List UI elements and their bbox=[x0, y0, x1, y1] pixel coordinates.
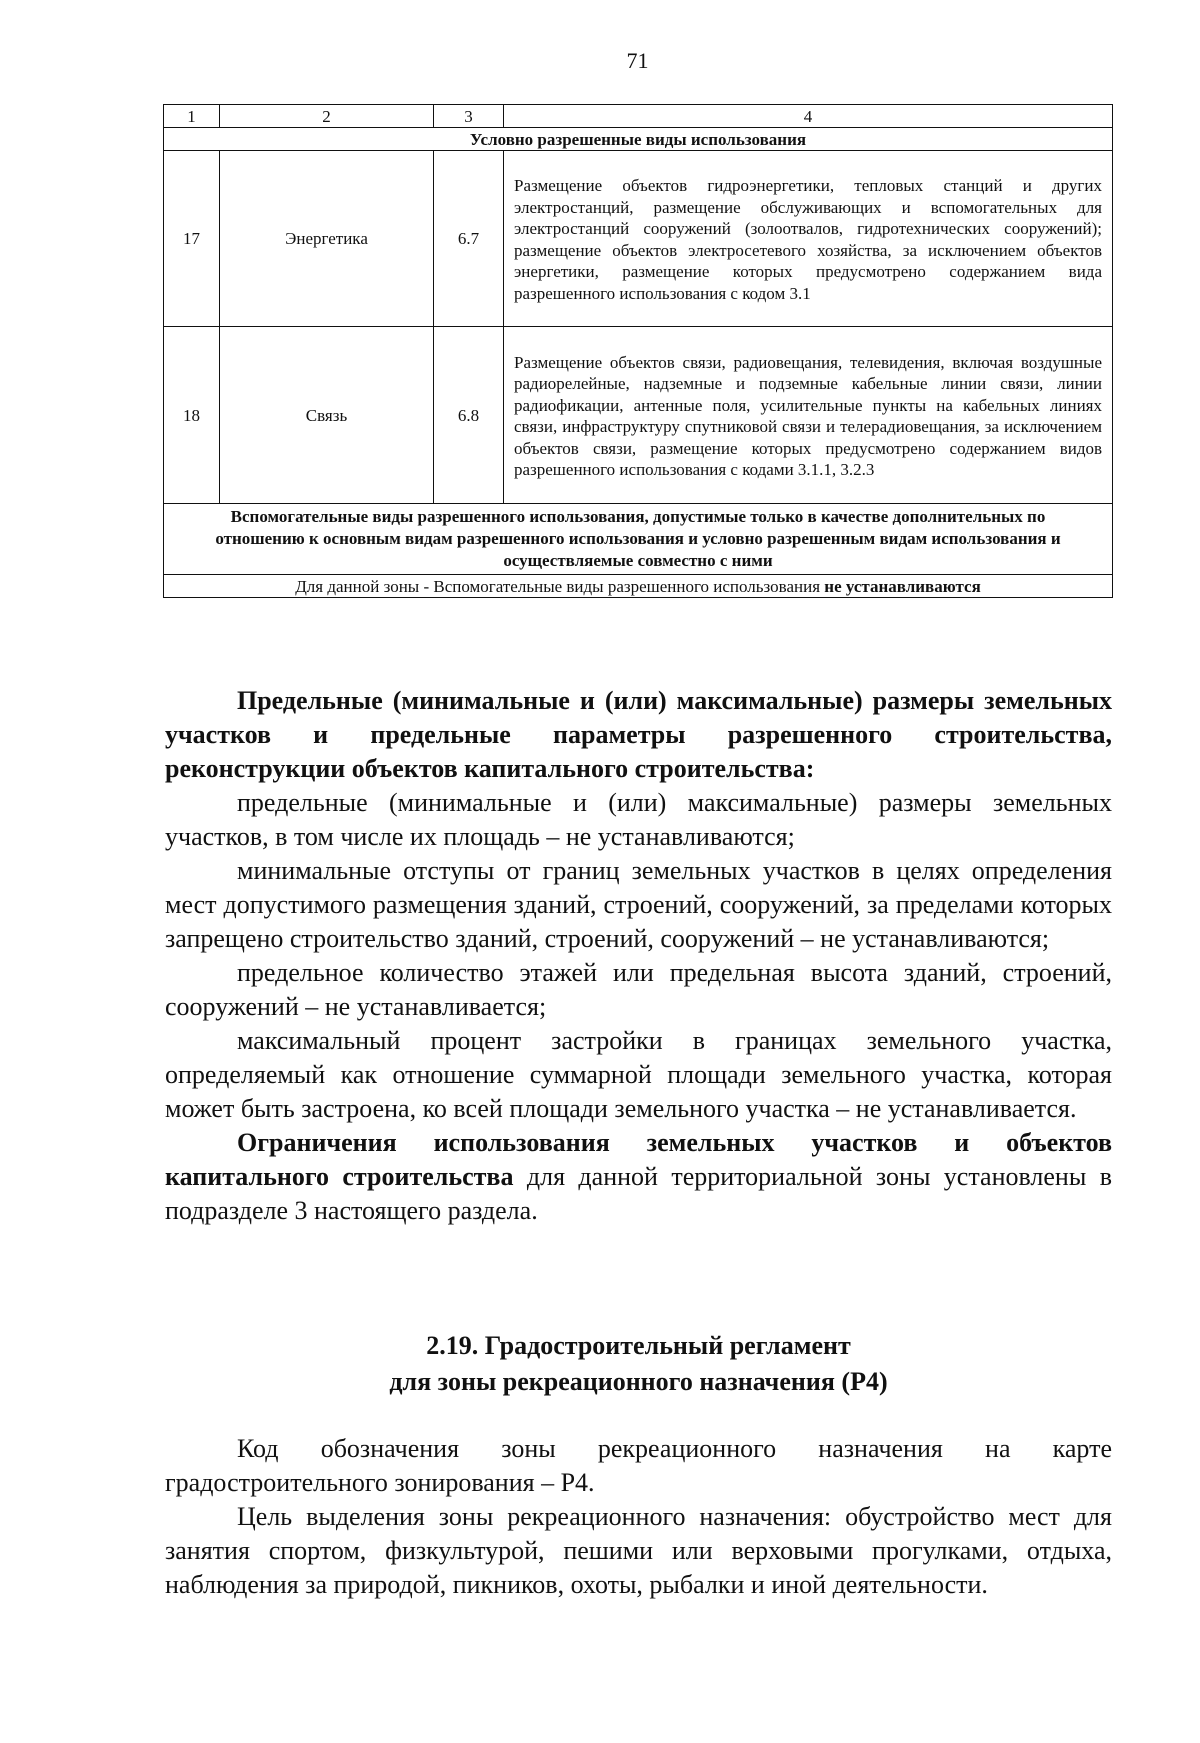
note-text: Для данной зоны - Вспомогательные виды разрешенного использования bbox=[295, 576, 825, 596]
use-code: 6.8 bbox=[434, 327, 504, 504]
row-number: 17 bbox=[164, 151, 220, 327]
use-code: 6.7 bbox=[434, 151, 504, 327]
table-row bbox=[164, 327, 1113, 504]
limit-item: максимальный процент застройки в границах земельного участка, определяемый как отношение суммарной площади земельного участка, которая может быть застроена, ко всей площади земельного участка – не устанавливается. bbox=[165, 1026, 1112, 1123]
page-number: 71 bbox=[626, 48, 649, 73]
column-number: 3 bbox=[434, 105, 504, 128]
limit-item: предельное количество этажей или предельная высота зданий, строений, сооружений – не устанавливается; bbox=[165, 958, 1112, 1021]
section-title bbox=[165, 1328, 1112, 1400]
table-note-row bbox=[164, 575, 1113, 598]
auxiliary-uses-title: Вспомогательные виды разрешенного использования, допустимые только в качестве дополнительных по отношению к основным видам разрешенного использования и условно разрешенным видам использования и осуществляемые совместно с ними bbox=[164, 504, 1113, 575]
table-row bbox=[164, 151, 1113, 327]
section-title-line: для зоны рекреационного назначения (Р4) bbox=[389, 1367, 888, 1396]
column-number: 2 bbox=[220, 105, 434, 128]
zone-purpose-paragraph: Цель выделения зоны рекреационного назначения: обустройство мест для занятия спортом, физкультурой, пешими или верховыми прогулками, отдыха, наблюдения за природой, пикников, охоты, рыбалки и иной деятельности. bbox=[165, 1502, 1112, 1599]
permitted-uses-table bbox=[163, 104, 1113, 598]
column-number: 1 bbox=[164, 105, 220, 128]
limit-item: минимальные отступы от границ земельных участков в целях определения мест допустимого размещения зданий, строений, сооружений, за пределами которых запрещено строительство зданий, строений, сооружений – не устанавливаются; bbox=[165, 856, 1112, 953]
use-name: Энергетика bbox=[220, 151, 434, 327]
restrictions-emphasis: Ограничения использования земельных участков и объектов капитального строительства bbox=[165, 1128, 1112, 1191]
row-number: 18 bbox=[164, 327, 220, 504]
table-column-numbers bbox=[164, 105, 1113, 128]
table-section-header bbox=[164, 504, 1113, 575]
zone-code-paragraph: Код обозначения зоны рекреационного назначения на карте градостроительного зонирования – Р4. bbox=[165, 1434, 1112, 1497]
use-description: Размещение объектов связи, радиовещания, телевидения, включая воздушные радиорелейные, надземные и подземные кабельные линии связи, линии радиофикации, антенные поля, усилительные пункты на кабельных линиях связи, инфраструктуру спутниковой связи и телерадиовещания, за исключением объектов связи, размещение которых предусмотрено содержанием видов разрешенного использования с кодами 3.1.1, 3.2.3 bbox=[504, 327, 1113, 504]
limits-heading: Предельные (минимальные и (или) максимальные) размеры земельных участков и предельные параметры разрешенного строительства, реконструкции объектов капитального строительства: bbox=[165, 686, 1112, 783]
zone-description bbox=[165, 1432, 1112, 1602]
use-description: Размещение объектов гидроэнергетики, тепловых станций и других электростанций, размещение обслуживающих и вспомогательных для электростанций сооружений (золоотвалов, гидротехнических сооружений); размещение объектов электросетевого хозяйства, за исключением объектов энергетики, размещение которых предусмотрено содержанием вида разрешенного использования с кодом 3.1 bbox=[504, 151, 1113, 327]
restrictions-paragraph bbox=[165, 1126, 1112, 1228]
section-title-line: 2.19. Градостроительный регламент bbox=[426, 1331, 851, 1360]
column-number: 4 bbox=[504, 105, 1113, 128]
limits-section bbox=[165, 684, 1112, 1228]
restrictions-text: для данной территориальной зоны установлены в подразделе 3 настоящего раздела. bbox=[165, 1162, 1112, 1225]
note-emphasis: не устанавливаются bbox=[824, 576, 981, 596]
auxiliary-uses-note bbox=[164, 575, 1113, 598]
conditional-uses-title: Условно разрешенные виды использования bbox=[164, 128, 1113, 151]
table-section-header bbox=[164, 128, 1113, 151]
limit-item: предельные (минимальные и (или) максимальные) размеры земельных участков, в том числе их площадь – не устанавливаются; bbox=[165, 788, 1112, 851]
use-name: Связь bbox=[220, 327, 434, 504]
